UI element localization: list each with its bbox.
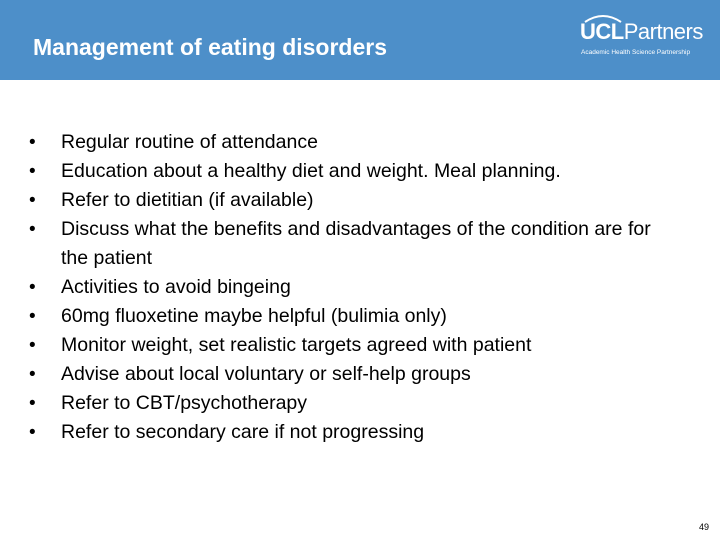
bullet-text: Refer to CBT/psychotherapy	[61, 392, 308, 414]
bullet-text: Discuss what the benefits and disadvantages of the condition are for the patient	[61, 218, 651, 269]
bullet-text: 60mg fluoxetine maybe helpful (bulimia only)	[61, 305, 447, 327]
slide-header	[0, 0, 720, 80]
logo-tagline: Academic Health Science Partnership	[581, 49, 691, 56]
bullet-item	[0, 302, 661, 331]
bullet-dot: •	[29, 277, 36, 298]
bullet-text: Education about a healthy diet and weight. Meal planning.	[61, 160, 561, 182]
bullet-item	[0, 157, 661, 186]
slide-title: Management of eating disorders	[33, 34, 388, 60]
bullet-dot: •	[29, 422, 36, 443]
logo-brand-rest: Partners	[623, 19, 703, 44]
bullet-dot: •	[29, 219, 36, 240]
bullet-text: Activities to avoid bingeing	[61, 276, 291, 298]
bullet-text: Refer to secondary care if not progressing	[61, 421, 425, 443]
bullet-text: Regular routine of attendance	[61, 131, 318, 153]
bullet-item	[0, 186, 661, 215]
bullet-dot: •	[29, 161, 36, 182]
logo-brand-bold: UCL	[580, 19, 624, 44]
bullet-text: Refer to dietitian (if available)	[61, 189, 314, 211]
bullet-item	[0, 215, 661, 273]
bullet-item	[0, 418, 661, 447]
bullet-dot: •	[29, 132, 36, 153]
bullet-item	[0, 128, 661, 157]
bullet-item	[0, 360, 661, 389]
bullet-dot: •	[29, 306, 36, 327]
bullet-text: Advise about local voluntary or self-help groups	[61, 363, 471, 385]
bullet-dot: •	[29, 335, 36, 356]
bullet-dot: •	[29, 190, 36, 211]
uclpartners-logo	[580, 19, 703, 63]
bullet-item	[0, 273, 661, 302]
page-number: 49	[699, 522, 710, 532]
bullet-dot: •	[29, 364, 36, 385]
bullet-dot: •	[29, 393, 36, 414]
bullet-list	[0, 128, 700, 447]
bullet-item	[0, 331, 661, 360]
bullet-text: Monitor weight, set realistic targets agreed with patient	[61, 334, 532, 356]
logo-wordmark	[580, 19, 703, 45]
bullet-item	[0, 389, 661, 418]
